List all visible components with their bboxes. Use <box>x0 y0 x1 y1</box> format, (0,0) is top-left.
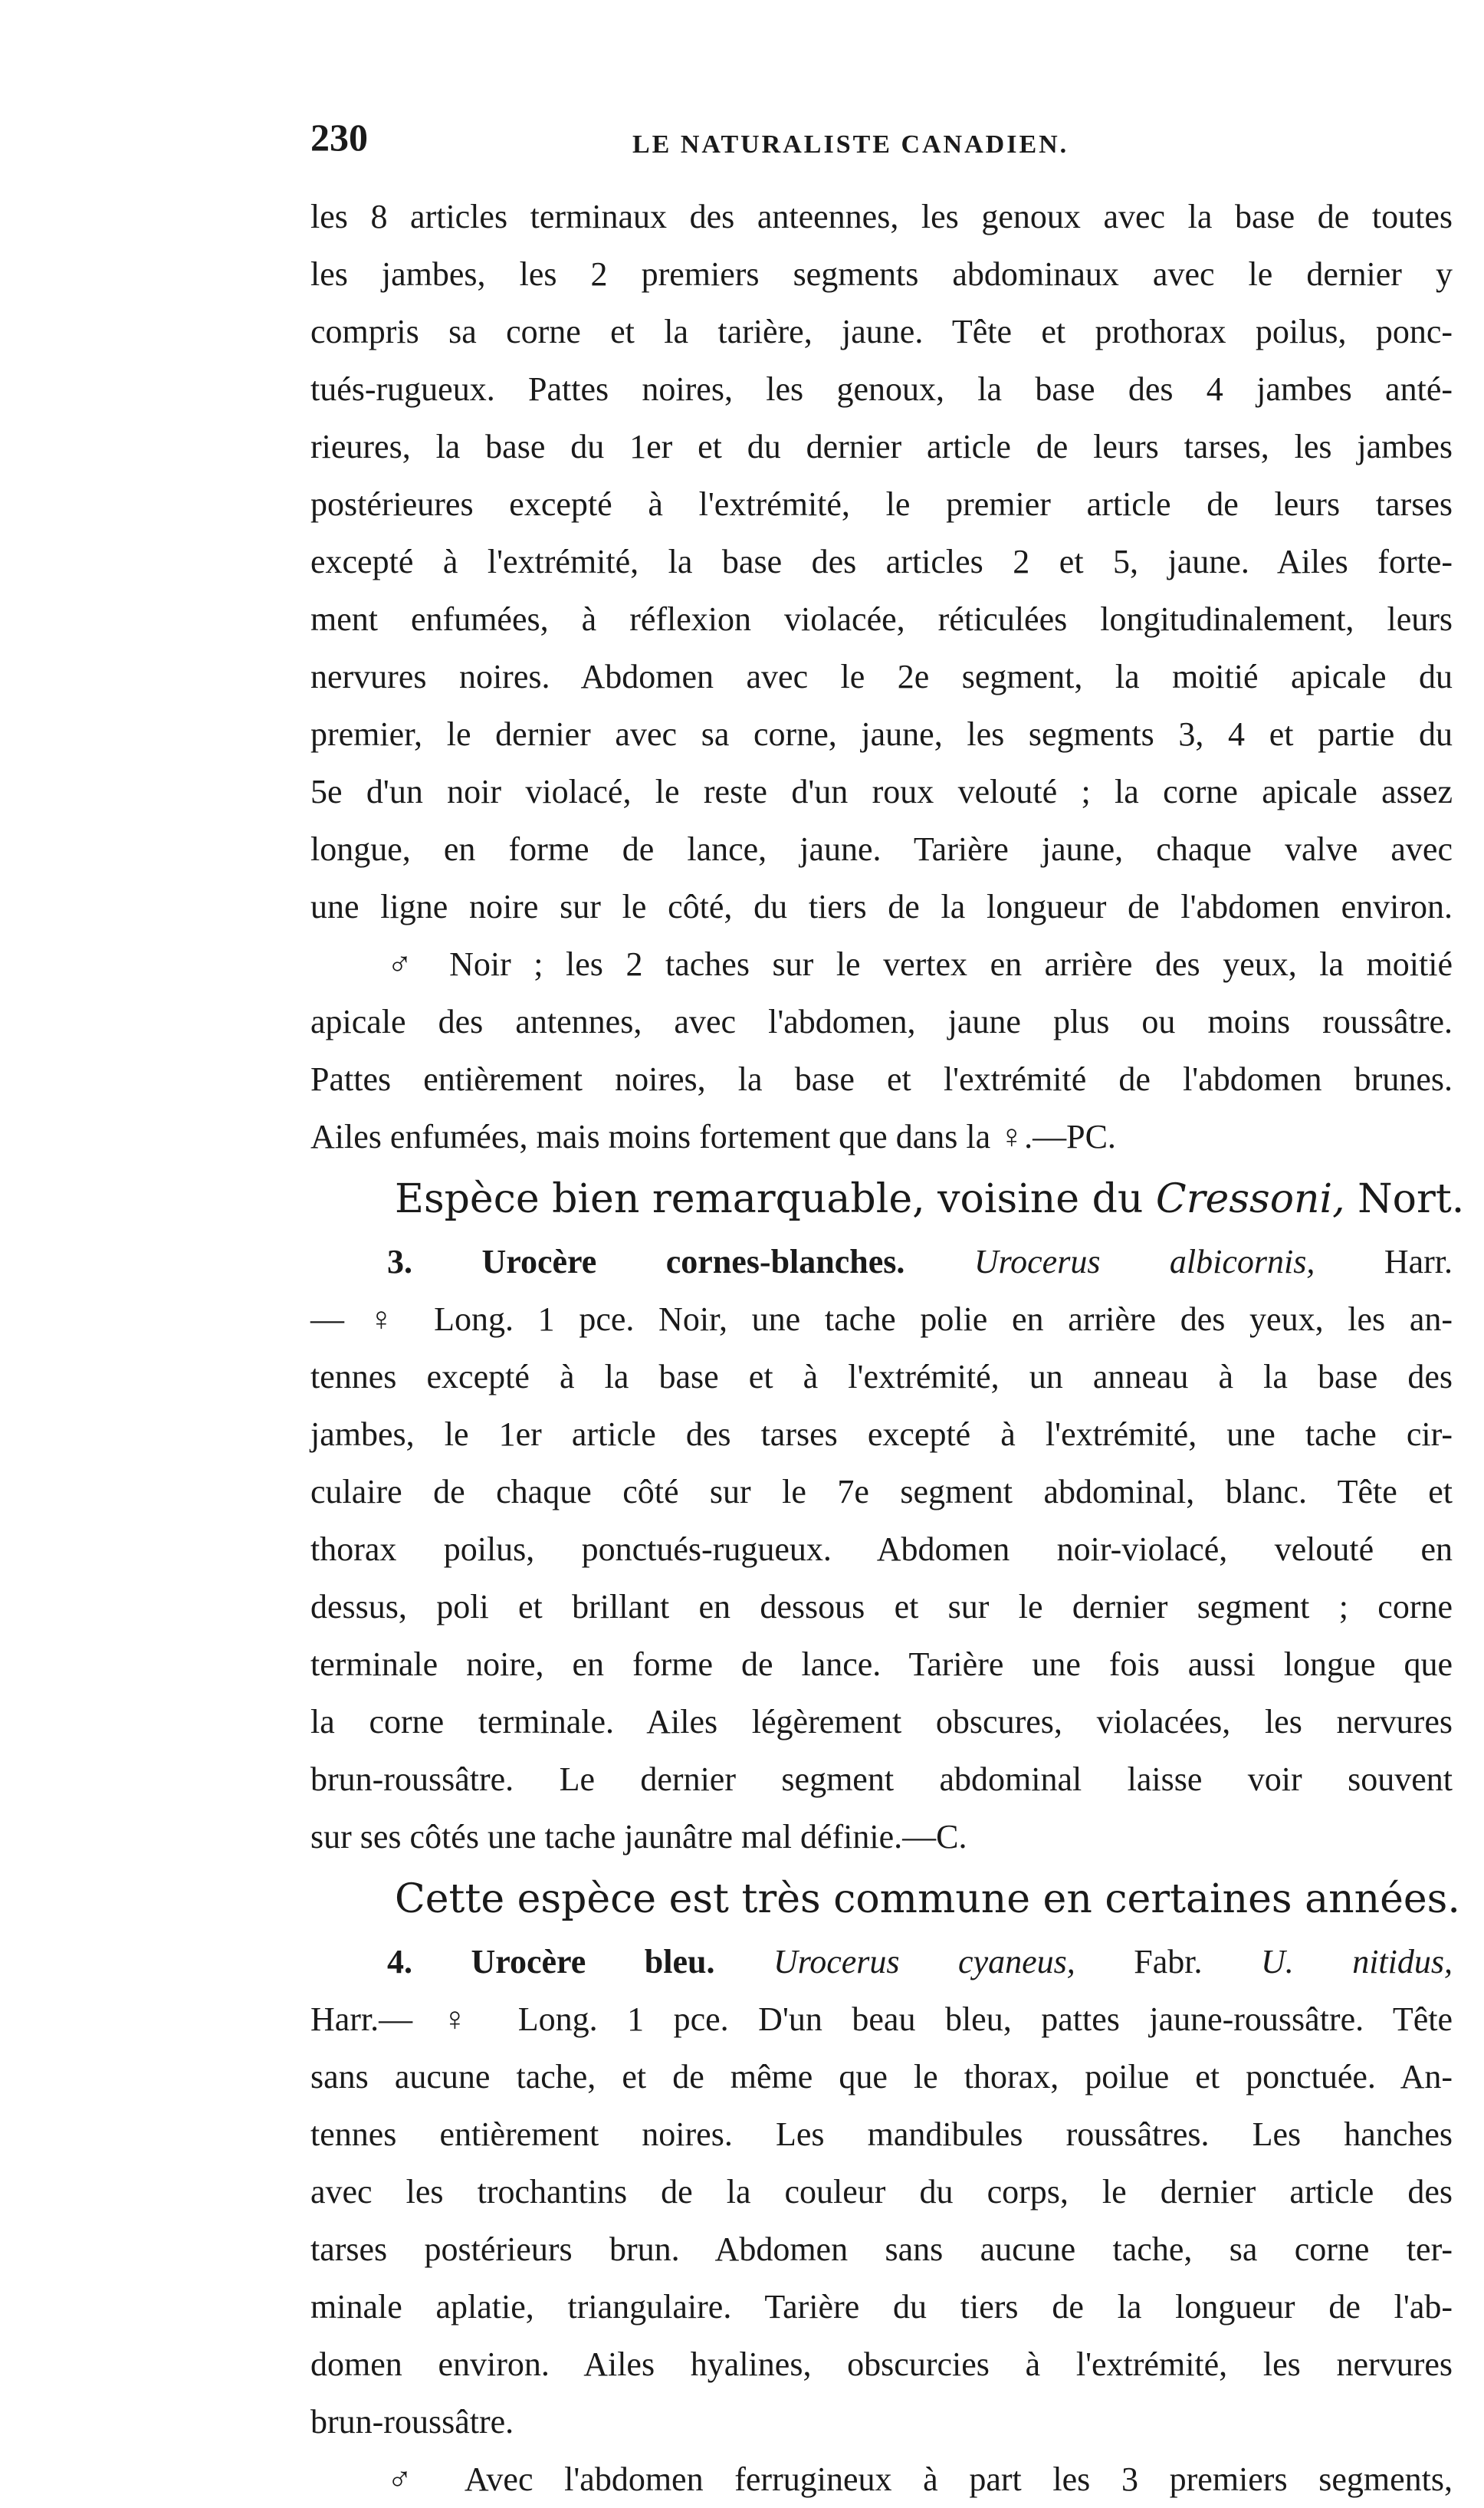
text-line: rieures, la base du 1er et du dernier article de leurs tarses, les jambes <box>310 428 1453 465</box>
text-line: apicale des antennes, avec l'abdomen, jaune plus ou moins roussâtre. <box>310 1003 1453 1040</box>
species-latin-name: Urocerus albicornis, <box>973 1243 1315 1280</box>
running-head: LE NATURALISTE CANADIEN. <box>632 130 1069 159</box>
text-line: ♂ Avec l'abdomen ferrugineux à part les 3 premiers segments, <box>387 2460 1453 2498</box>
page-number: 230 <box>310 116 368 159</box>
text-line: brun-roussâtre. <box>310 2403 514 2441</box>
text-line: Ailes enfumées, mais moins fortement que dans la ♀.—PC. <box>310 1118 1116 1155</box>
text-line: ment enfumées, à réflexion violacée, réticulées longitudinalement, leurs <box>310 600 1453 638</box>
text-line: les jambes, les 2 premiers segments abdominaux avec le dernier y <box>310 255 1453 293</box>
text-line: longue, en forme de lance, jaune. Tarière jaune, chaque valve avec <box>310 830 1453 868</box>
text-line: jambes, le 1er article des tarses excepté à l'extrémité, une tache cir- <box>310 1415 1453 1453</box>
text-line: tarses postérieurs brun. Abdomen sans aucune tache, sa corne ter- <box>310 2230 1453 2268</box>
text-line: ♂ Noir ; les 2 taches sur le vertex en arrière des yeux, la moitié <box>387 945 1453 983</box>
text-line: excepté à l'extrémité, la base des articles 2 et 5, jaune. Ailes forte- <box>310 543 1453 580</box>
text-line: culaire de chaque côté sur le 7e segment abdominal, blanc. Tête et <box>310 1473 1453 1510</box>
text-line: tennes entièrement noires. Les mandibules roussâtres. Les hanches <box>310 2115 1453 2153</box>
text-line: domen environ. Ailes hyalines, obscurcies à l'extrémité, les nervures <box>310 2345 1453 2383</box>
text-line: — ♀ Long. 1 pce. Noir, une tache polie en arrière des yeux, les an- <box>310 1300 1453 1338</box>
text-line: Pattes entièrement noires, la base et l'extrémité de l'abdomen brunes. <box>310 1060 1453 1098</box>
text-line: brun-roussâtre. Le dernier segment abdominal laisse voir souvent <box>310 1760 1453 1798</box>
text-line: postérieures excepté à l'extrémité, le premier article de leurs tarses <box>310 485 1453 523</box>
text-line: 5e d'un noir violacé, le reste d'un roux velouté ; la corne apicale assez <box>310 773 1453 810</box>
text-line: thorax poilus, ponctués-rugueux. Abdomen noir-violacé, velouté en <box>310 1530 1453 1568</box>
text-line: les 8 articles terminaux des anteennes, les genoux avec la base de toutes <box>310 198 1453 235</box>
text-line: sans aucune tache, et de même que le thorax, poilue et ponctuée. An- <box>310 2058 1453 2095</box>
text-line: premier, le dernier avec sa corne, jaune, les segments 3, 4 et partie du <box>310 715 1453 753</box>
text-line: avec les trochantins de la couleur du corps, le dernier article des <box>310 2173 1453 2211</box>
text-line: la corne terminale. Ailes légèrement obscures, violacées, les nervures <box>310 1703 1453 1740</box>
species-latin-name: Urocerus cyaneus, <box>773 1943 1075 1980</box>
text-line: une ligne noire sur le côté, du tiers de la longueur de l'abdomen environ. <box>310 888 1453 925</box>
text-line: dessus, poli et brillant en dessous et sur le dernier segment ; corne <box>310 1588 1453 1625</box>
species-remark: Cette espèce est très commune en certaines années. <box>395 1876 1460 1922</box>
species-heading <box>310 1233 1453 1290</box>
text-line: tués-rugueux. Pattes noires, les genoux, la base des 4 jambes anté- <box>310 370 1453 408</box>
paragraph-female-description <box>310 188 1453 935</box>
species-heading <box>310 1933 1453 1990</box>
species-entry-4 <box>310 1933 1453 2508</box>
species-author: Harr. <box>1315 1243 1453 1280</box>
text-line: Harr.— ♀ Long. 1 pce. D'un beau bleu, pattes jaune-roussâtre. Tête <box>310 2000 1453 2038</box>
text-line: nervures noires. Abdomen avec le 2e segment, la moitié apicale du <box>310 658 1453 695</box>
remark-species: Cressoni, <box>1155 1176 1345 1222</box>
text-line: minale aplatie, triangulaire. Tarière du tiers de la longueur de l'ab- <box>310 2288 1453 2326</box>
species-remark <box>310 1165 1465 1233</box>
remark-prefix: Espèce bien remarquable, voisine du <box>395 1176 1156 1222</box>
text-line: terminale noire, en forme de lance. Tarière une fois aussi longue que <box>310 1645 1453 1683</box>
text-line: tennes excepté à la base et à l'extrémité, un anneau à la base des <box>310 1358 1453 1395</box>
text-line: sur ses côtés une tache jaunâtre mal définie.—C. <box>310 1818 967 1856</box>
page-header <box>310 115 1460 176</box>
remark-suffix: Nort. <box>1344 1176 1465 1222</box>
page-body <box>310 188 1465 2508</box>
species-author: Fabr. <box>1075 1943 1261 1980</box>
species-name: 3. Urocère cornes-blanches. <box>387 1243 905 1280</box>
paragraph-male-description <box>310 935 1453 1165</box>
text-line: compris sa corne et la tarière, jaune. Tête et prothorax poilus, ponc- <box>310 313 1453 350</box>
species-synonym: U. nitidus, <box>1260 1943 1453 1980</box>
species-entry-3 <box>310 1233 1453 1865</box>
species-name: 4. Urocère bleu. <box>387 1943 715 1980</box>
